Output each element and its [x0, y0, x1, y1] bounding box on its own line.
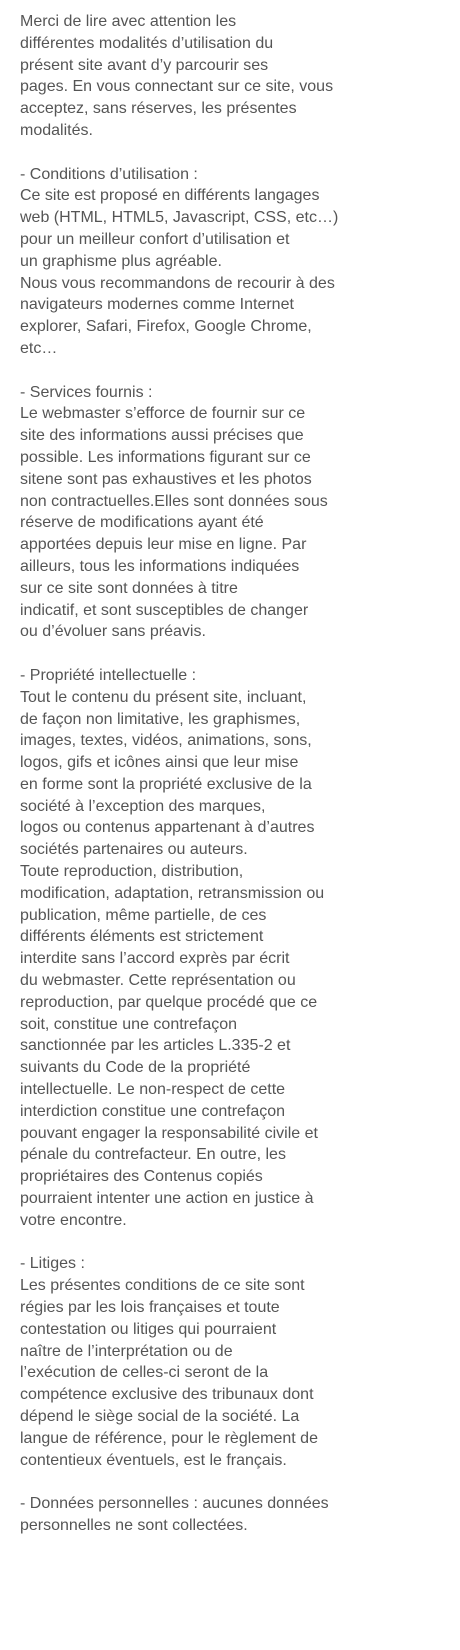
text-line: l’exécution de celles-ci seront de la [20, 1364, 269, 1382]
spacer [20, 1232, 400, 1254]
text-line: pourraient intenter une action en justice à [20, 1190, 314, 1208]
text-line: différents éléments est strictement [20, 928, 264, 946]
text-line: Toute reproduction, distribution, [20, 863, 244, 881]
text-line: images, textes, vidéos, animations, sons, [20, 732, 312, 750]
spacer [20, 142, 400, 164]
text-line: logos ou contenus appartenant à d’autres [20, 819, 315, 837]
section-heading: - Propriété intellectuelle : [20, 666, 197, 684]
text-line: sitene sont pas exhaustives et les photos [20, 470, 312, 488]
spacer [20, 643, 400, 665]
text-line: navigateurs modernes comme Internet [20, 296, 294, 314]
text-line: web (HTML, HTML5, Javascript, CSS, etc…) [20, 209, 339, 227]
section-heading: - Litiges : [20, 1255, 85, 1273]
text-line: - Données personnelles : aucunes données [20, 1495, 329, 1513]
text-line: régies par les lois françaises et toute [20, 1299, 280, 1317]
section-heading: - Conditions d’utilisation : [20, 165, 198, 183]
text-line: intellectuelle. Le non-respect de cette [20, 1081, 286, 1099]
text-line: logos, gifs et icônes ainsi que leur mise [20, 754, 299, 772]
spacer [20, 1471, 400, 1493]
text-line: site des informations aussi précises que [20, 427, 304, 445]
section-donnees [20, 1493, 400, 1537]
text-line: indicatif, et sont susceptibles de changer [20, 601, 309, 619]
text-line: compétence exclusive des tribunaux dont [20, 1386, 314, 1404]
text-line: reproduction, par quelque procédé que ce [20, 993, 318, 1011]
section-services [20, 382, 400, 644]
text-line: soit, constitue une contrefaçon [20, 1015, 238, 1033]
text-line: en forme sont la propriété exclusive de la [20, 775, 312, 793]
text-line: pages. En vous connectant sur ce site, vous [20, 78, 334, 96]
intro-paragraph [20, 11, 400, 142]
text-line: possible. Les informations figurant sur ce [20, 448, 311, 466]
text-line: apportées depuis leur mise en ligne. Par [20, 536, 307, 554]
text-line: sur ce site sont données à titre [20, 579, 238, 597]
text-line: naître de l’interprétation ou de [20, 1342, 233, 1360]
text-line: Merci de lire avec attention les [20, 13, 237, 30]
text-line: modalités. [20, 121, 93, 139]
text-line: de façon non limitative, les graphismes, [20, 710, 301, 728]
text-line: non contractuelles.Elles sont données sous [20, 492, 328, 510]
text-line: sanctionnée par les articles L.335-2 et [20, 1037, 291, 1055]
text-line: ou d’évoluer sans préavis. [20, 623, 206, 641]
text-line: contentieux éventuels, est le français. [20, 1451, 287, 1469]
text-line: ailleurs, tous les informations indiquées [20, 557, 300, 575]
spacer [20, 360, 400, 382]
text-line: publication, même partielle, de ces [20, 906, 267, 924]
text-line: présent site avant d’y parcourir ses [20, 56, 269, 74]
text-line: réserve de modifications ayant été [20, 514, 264, 532]
text-line: Le webmaster s’efforce de fournir sur ce [20, 405, 306, 423]
text-line: du webmaster. Cette représentation ou [20, 972, 296, 990]
text-line: pouvant engager la responsabilité civile et [20, 1124, 318, 1142]
text-line: Nous vous recommandons de recourir à des [20, 274, 335, 292]
section-heading: - Services fournis : [20, 383, 153, 401]
text-line: interdite sans l’accord exprès par écrit [20, 950, 290, 968]
text-line: Tout le contenu du présent site, incluant, [20, 688, 307, 706]
text-line: contestation ou litiges qui pourraient [20, 1320, 277, 1338]
text-line: société à l’exception des marques, [20, 797, 266, 815]
text-line: Ce site est proposé en différents langages [20, 187, 320, 205]
text-line: différentes modalités d’utilisation du [20, 34, 274, 52]
text-line: Les présentes conditions de ce site sont [20, 1277, 305, 1295]
text-line: etc… [20, 339, 58, 357]
text-line: suivants du Code de la propriété [20, 1059, 251, 1077]
text-line: explorer, Safari, Firefox, Google Chrome, [20, 318, 312, 336]
text-line: propriétaires des Contenus copiés [20, 1168, 263, 1186]
text-line: interdiction constitue une contrefaçon [20, 1102, 286, 1120]
text-line: un graphisme plus agréable. [20, 252, 222, 270]
text-line: langue de référence, pour le règlement de [20, 1429, 318, 1447]
text-line: modification, adaptation, retransmission ou [20, 884, 325, 902]
text-line: personnelles ne sont collectées. [20, 1516, 248, 1534]
section-propriete [20, 665, 400, 1232]
text-line: dépend le siège social de la société. La [20, 1408, 300, 1425]
section-litiges [20, 1253, 400, 1471]
text-line: sociétés partenaires ou auteurs. [20, 841, 248, 859]
text-line: votre encontre. [20, 1211, 127, 1229]
text-line: pénale du contrefacteur. En outre, les [20, 1146, 286, 1164]
text-line: pour un meilleur confort d’utilisation et [20, 230, 290, 248]
section-conditions [20, 164, 400, 360]
text-line: acceptez, sans réserves, les présentes [20, 100, 297, 118]
